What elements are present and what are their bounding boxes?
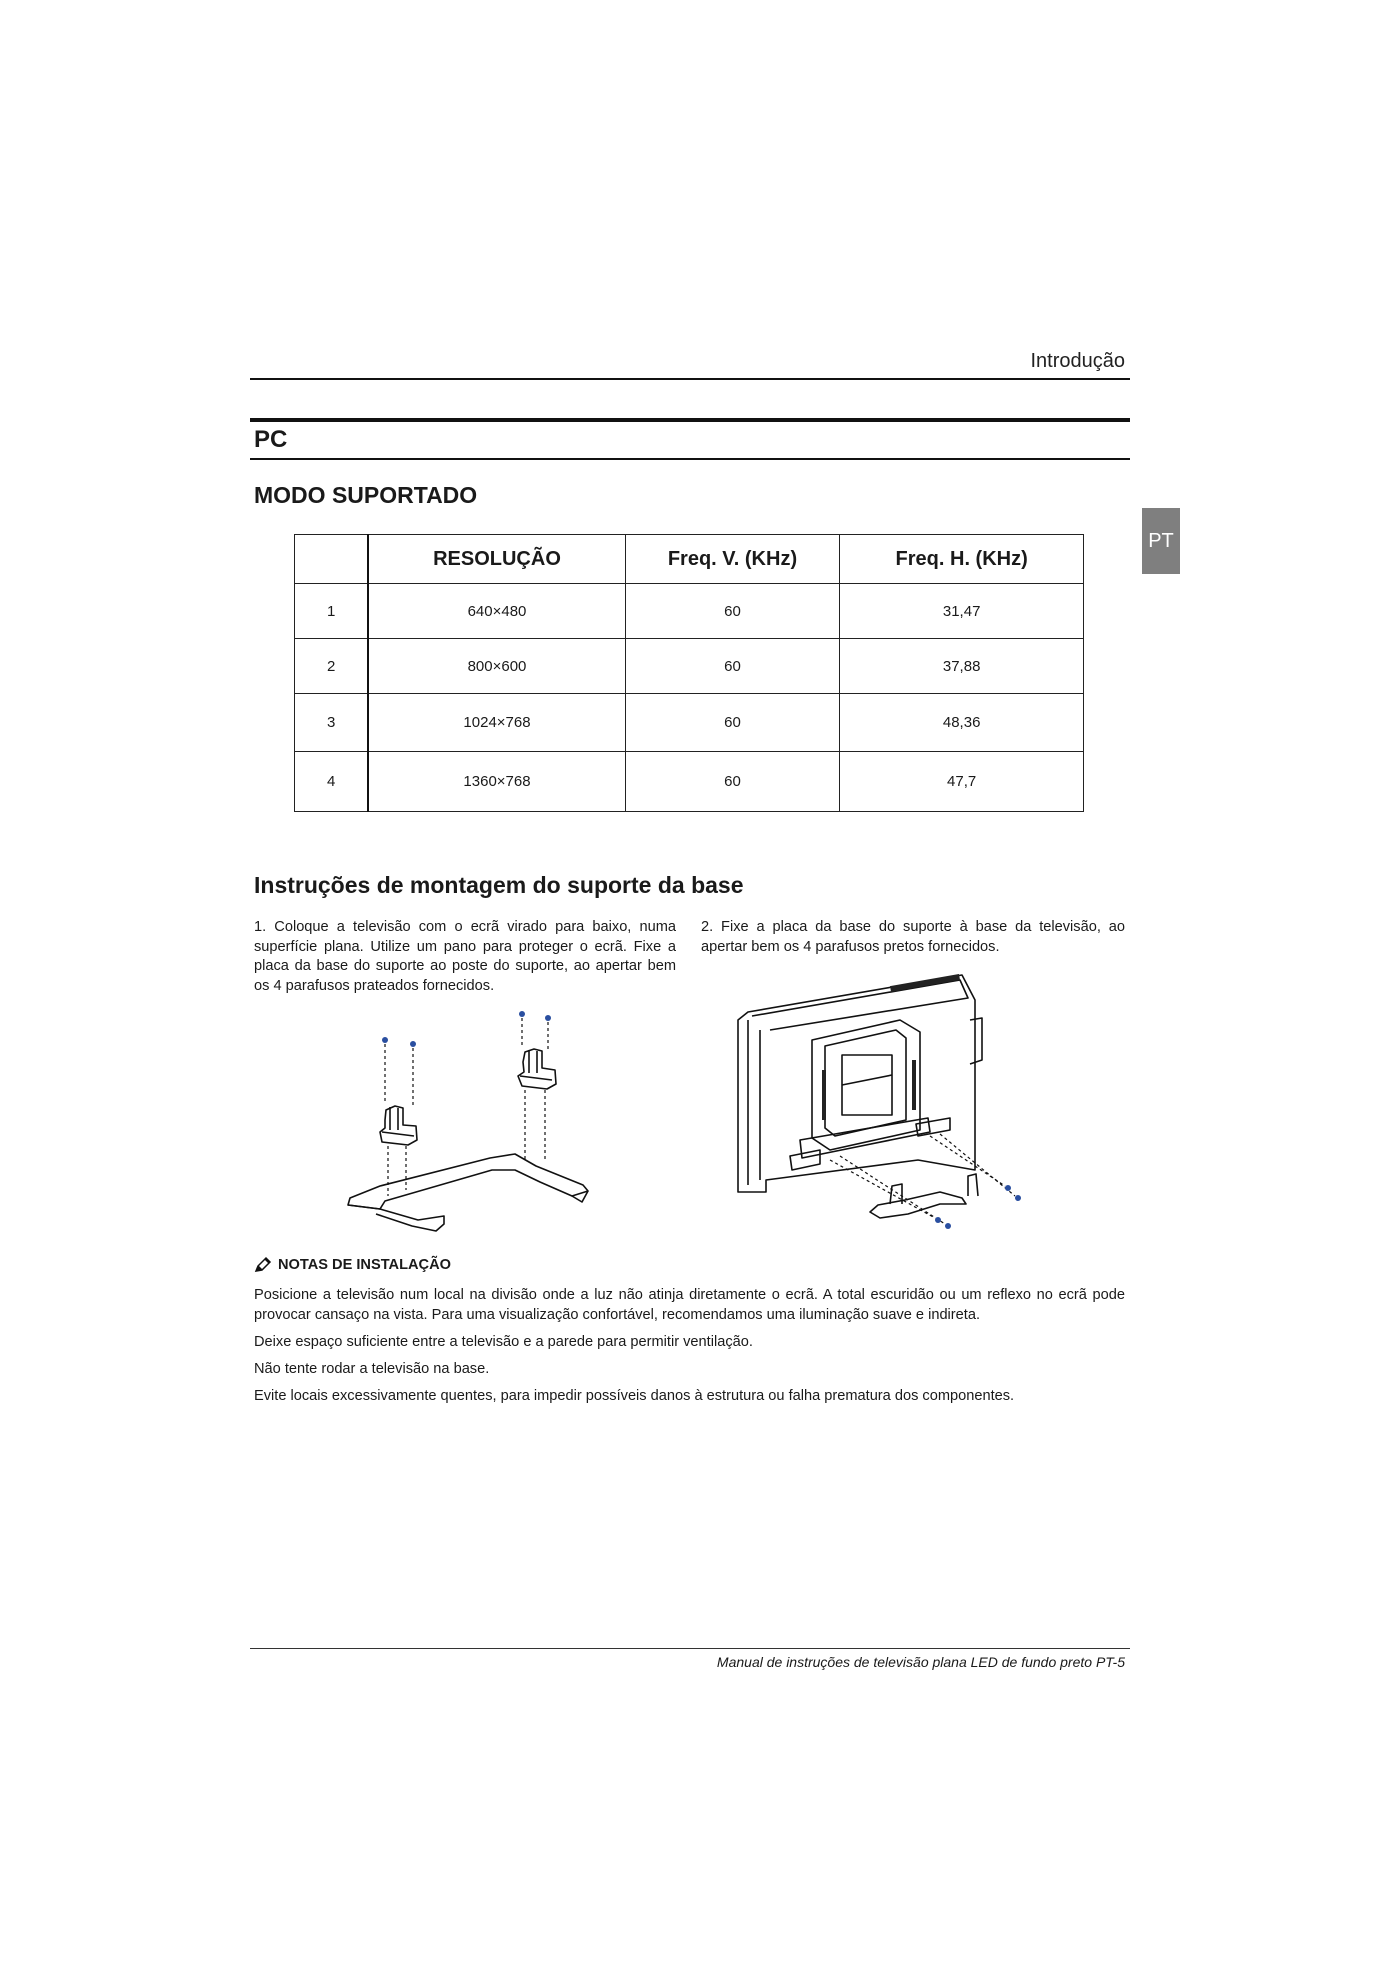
assembly-step-1: 1. Coloque a televisão com o ecrã virado para baixo, numa superfície plana. Utilize um pano para proteger o ecrã. Fixe a placa da base do suporte ao poste do suporte, ao apertar bem os 4 parafusos prateados fornecidos. (254, 919, 676, 994)
table-cell-resolution: 800×600 (368, 639, 625, 694)
table-header-resolution: RESOLUÇÃO (368, 535, 625, 584)
pc-section-title: PC (254, 426, 288, 453)
footer-rule (250, 1648, 1130, 1649)
table-cell-resolution: 640×480 (368, 584, 625, 639)
supported-mode-heading: MODO SUPORTADO (254, 482, 478, 508)
header-rule (250, 378, 1130, 380)
pc-section-rule (250, 458, 1130, 460)
table-cell-resolution: 1024×768 (368, 694, 625, 752)
tv-mounting-illustration (730, 960, 1030, 1230)
footer-text: Manual de instruções de televisão plana LED de fundo preto PT-5 (716, 1654, 1125, 1670)
installation-note: Não tente rodar a televisão na base. (254, 1361, 490, 1377)
stand-assembly-illustration (340, 1000, 600, 1245)
table-row (295, 584, 1084, 639)
table-cell-freq-v: 60 (625, 584, 840, 639)
table-header-freq-v: Freq. V. (KHz) (625, 535, 840, 584)
table-header-row (295, 535, 1084, 584)
table-cell-freq-h: 37,88 (840, 639, 1084, 694)
table-row (295, 639, 1084, 694)
table-cell-index: 3 (295, 694, 369, 752)
installation-note: Evite locais excessivamente quentes, para impedir possíveis danos à estrutura ou falha prematura dos componentes. (254, 1388, 1015, 1404)
table-row (295, 752, 1084, 812)
installation-notes-heading (254, 1257, 451, 1273)
header-section-title: Introdução (1030, 350, 1125, 372)
assembly-step-2: 2. Fixe a placa da base do suporte à base da televisão, ao apertar bem os 4 parafusos pretos fornecidos. (701, 919, 1125, 955)
table-header-freq-h: Freq. H. (KHz) (840, 535, 1084, 584)
table-cell-freq-v: 60 (625, 639, 840, 694)
table-cell-freq-h: 31,47 (840, 584, 1084, 639)
language-tab: PT (1142, 508, 1180, 574)
pencil-icon (254, 1257, 272, 1273)
table-cell-index: 4 (295, 752, 369, 812)
table-cell-index: 1 (295, 584, 369, 639)
table-cell-freq-v: 60 (625, 694, 840, 752)
installation-note: Deixe espaço suficiente entre a televisão e a parede para permitir ventilação. (254, 1334, 753, 1350)
table-row (295, 694, 1084, 752)
table-cell-freq-v: 60 (625, 752, 840, 812)
table-header-index (295, 535, 369, 584)
table-cell-freq-h: 47,7 (840, 752, 1084, 812)
table-cell-resolution: 1360×768 (368, 752, 625, 812)
installation-notes-title: NOTAS DE INSTALAÇÃO (278, 1257, 451, 1273)
pc-section-bar (250, 418, 1130, 422)
table-cell-freq-h: 48,36 (840, 694, 1084, 752)
table-cell-index: 2 (295, 639, 369, 694)
supported-modes-table (294, 534, 1084, 812)
installation-note: Posicione a televisão num local na divisão onde a luz não atinja diretamente o ecrã. A total escuridão ou um reflexo no ecrã pode provocar cansaço na vista. Para uma visualização confortável, recomendamos uma iluminação suave e indireta. (254, 1287, 1125, 1323)
assembly-heading: Instruções de montagem do suporte da base (254, 872, 744, 898)
